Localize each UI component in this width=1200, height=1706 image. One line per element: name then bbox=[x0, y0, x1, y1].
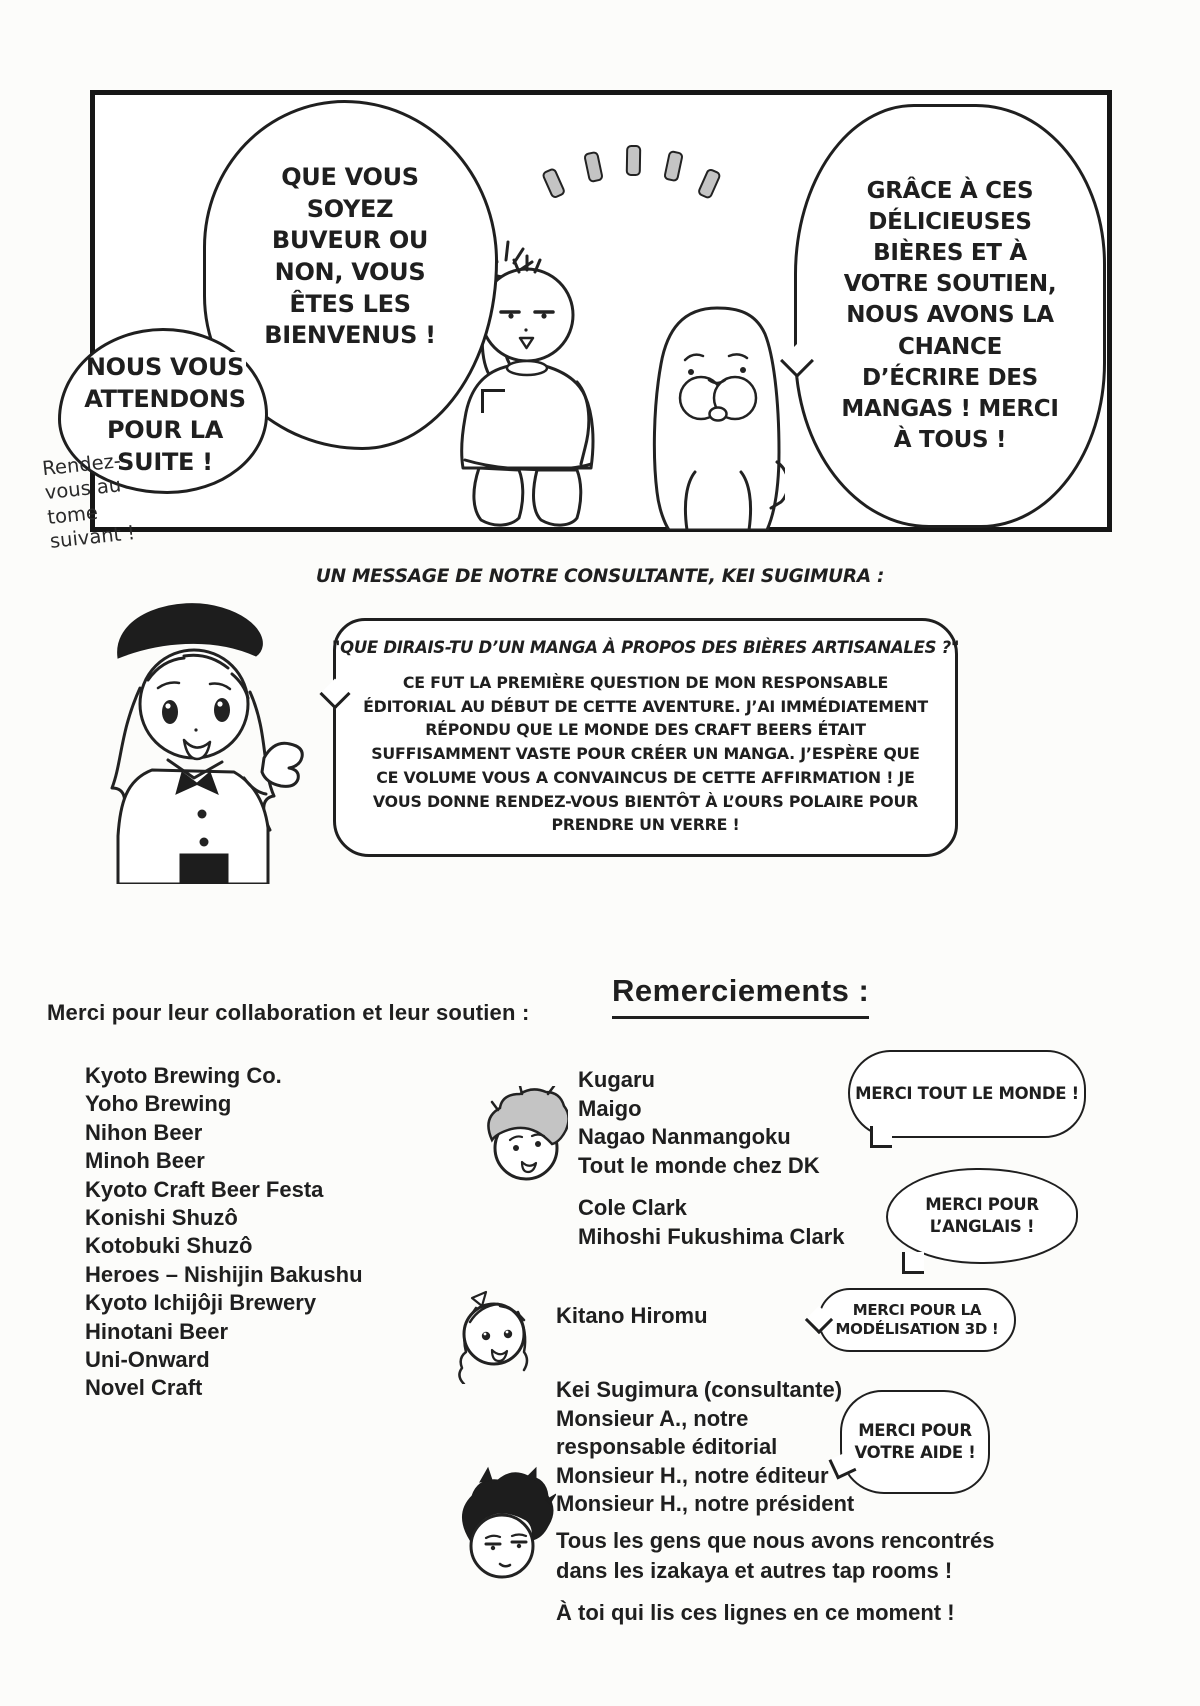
messy-dark-hair-character-head-icon bbox=[452, 1466, 556, 1584]
brewery-list-item: Yoho Brewing bbox=[85, 1091, 232, 1117]
thanks-bubble-text: MERCI POUR L’ANGLAIS ! bbox=[925, 1194, 1039, 1236]
brewery-list-item: Novel Craft bbox=[85, 1375, 203, 1401]
credit-name: Kitano Hiromu bbox=[556, 1303, 708, 1328]
consultant-message-bubble bbox=[333, 618, 958, 857]
credit-name: Kugaru bbox=[578, 1067, 655, 1092]
bubble-welcome-text: QUE VOUS SOYEZ BUVEUR OU NON, VOUS ÊTES LES BIENVENUS ! bbox=[264, 163, 436, 350]
seal-mascot-figure bbox=[654, 308, 785, 530]
bubble-tail bbox=[902, 1252, 924, 1274]
brewery-list-item: Kyoto Brewing Co. bbox=[85, 1063, 282, 1088]
brewery-list-item: Kotobuki Shuzô bbox=[85, 1233, 253, 1259]
speech-bubble-gratitude bbox=[794, 104, 1106, 528]
brewery-list-item: Kyoto Craft Beer Festa bbox=[85, 1176, 324, 1202]
closing-line-tap-rooms: Tous les gens que nous avons rencontrés dans les izakaya et autres tap rooms ! bbox=[556, 1528, 995, 1583]
thanks-bubble-text: MERCI TOUT LE MONDE ! bbox=[855, 1083, 1079, 1103]
credit-name: Monsieur H., notre éditeur bbox=[556, 1462, 829, 1488]
brewery-list-item: Minoh Beer bbox=[85, 1148, 205, 1174]
acknowledgements-header: Remerciements : bbox=[612, 973, 869, 1019]
bubble-tail bbox=[481, 389, 505, 413]
thanks-bubble-text: MERCI POUR LA MODÉLISATION 3D ! bbox=[835, 1300, 999, 1338]
thanks-bubble-3d bbox=[818, 1288, 1016, 1352]
brewery-list-item: Uni-Onward bbox=[85, 1347, 210, 1373]
credit-name: Cole Clark bbox=[578, 1195, 687, 1220]
brewery-list-item: Heroes – Nishijin Bakushu bbox=[85, 1261, 363, 1287]
bubble-tail bbox=[319, 678, 350, 709]
acknowledgement-group-2 bbox=[578, 1194, 908, 1251]
handwritten-note: Rendez-vous au tome suivant ! bbox=[41, 449, 137, 553]
bubble-tail bbox=[870, 1126, 892, 1148]
consultant-quote: "QUE DIRAIS-TU D’UN MANGA À PROPOS DES BIÈRES ARTISANALES ?" bbox=[331, 638, 960, 658]
credit-name: Kei Sugimura (consultante) bbox=[556, 1377, 843, 1402]
brewery-list-item: Hinotani Beer bbox=[85, 1318, 229, 1344]
emphasis-marks-icon bbox=[542, 146, 720, 199]
thanks-bubble-text: MERCI POUR VOTRE AIDE ! bbox=[854, 1420, 976, 1462]
acknowledgement-group-4 bbox=[556, 1376, 861, 1519]
credit-name: Mihoshi Fukushima Clark bbox=[578, 1223, 845, 1249]
collaboration-header: Merci pour leur collaboration et leur soutien : bbox=[47, 1000, 530, 1025]
credit-name: Monsieur A., notre responsable éditorial bbox=[556, 1405, 778, 1460]
presenting-hand bbox=[262, 743, 302, 786]
hairpin-icon bbox=[472, 1292, 486, 1306]
credit-name: Tout le monde chez DK bbox=[578, 1152, 820, 1178]
consultant-body-text: CE FUT LA PREMIÈRE QUESTION DE MON RESPONSABLE ÉDITORIAL AU DÉBUT DE CETTE AVENTURE. J’AI IMMÉDIATEMENT RÉPONDU QUE LE MONDE DES CRAFT BEERS ÉTAIT SUFFISAMMENT VASTE POUR CRÉER UN MANGA. J’ESPÈRE QUE CE VOLUME VOUS A CONVAINCUS DE CETTE AFFIRMATION ! JE VOUS DONNE RENDEZ-VOUS BIENTÔT À L’OURS POLAIRE POUR PRENDRE UN VERRE ! bbox=[363, 673, 928, 835]
consultant-portrait-illustration bbox=[82, 592, 322, 884]
thanks-bubble-everyone bbox=[848, 1050, 1086, 1138]
brewery-list-item: Nihon Beer bbox=[85, 1119, 203, 1145]
credit-name: Monsieur H., notre président bbox=[556, 1491, 855, 1517]
collaboration-list bbox=[85, 1062, 363, 1403]
brewery-list-item: Kyoto Ichijôji Brewery bbox=[85, 1290, 317, 1316]
thanks-bubble-english bbox=[886, 1168, 1078, 1264]
wavy-hair-character-head-icon bbox=[448, 1278, 536, 1384]
credit-name: Maigo bbox=[578, 1095, 642, 1121]
bubble-waiting-text: NOUS VOUS ATTENDONS POUR LA SUITE ! bbox=[84, 353, 246, 477]
bubble-gratitude-text: GRÂCE À CES DÉLICIEUSES BIÈRES ET À VOTRE SOUTIEN, NOUS AVONS LA CHANCE D’ÉCRIRE DES MANGAS ! MERCI À TOUS ! bbox=[841, 178, 1059, 453]
closing-line-reader: À toi qui lis ces lignes en ce moment ! bbox=[556, 1600, 955, 1625]
shaggy-hair-character-head-icon bbox=[478, 1086, 568, 1184]
consultant-message-header: UN MESSAGE DE NOTRE CONSULTANTE, KEI SUGIMURA : bbox=[315, 566, 885, 587]
thanks-bubble-help bbox=[840, 1390, 990, 1494]
brewery-list-item: Konishi Shuzô bbox=[85, 1205, 238, 1231]
credit-name: Nagao Nanmangoku bbox=[578, 1124, 791, 1150]
